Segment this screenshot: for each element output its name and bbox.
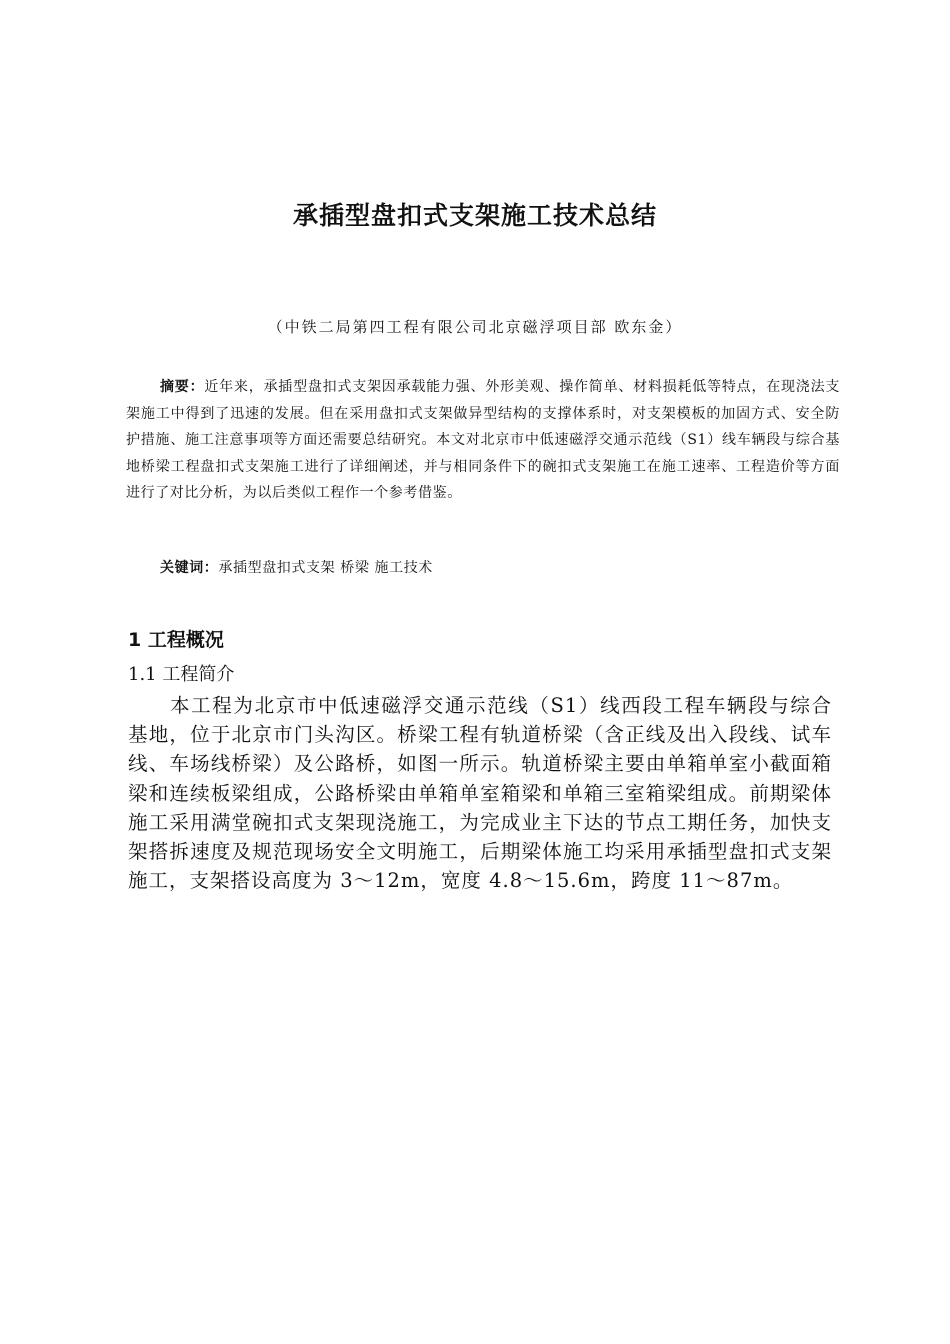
abstract-label: 摘要： [160,379,205,395]
abstract-paragraph [126,374,840,507]
keywords-label: 关键词： [160,560,219,576]
abstract-text: 近年来，承插型盘扣式支架因承载能力强、外形美观、操作简单、材料损耗低等特点，在现浇法支架施工中得到了迅速的发展。但在采用盘扣式支架做异型结构的支撑体系时，对支架模板的加固方式、安全防护措施、施工注意事项等方面还需要总结研究。本文对北京市中低速磁浮交通示范线（S1）线车辆段与综合基地桥梁工程盘扣式支架施工进行了详细阐述，并与相同条件下的碗扣式支架施工在施工速率、工程造价等方面进行了对比分析，为以后类似工程作一个参考借鉴。 [126,379,840,501]
document-title: 承插型盘扣式支架施工技术总结 [292,201,657,230]
section-body-paragraph: 本工程为北京市中低速磁浮交通示范线（S1）线西段工程车辆段与综合基地，位于北京市门头沟区。桥梁工程有轨道桥梁（含正线及出入段线、试车线、车场线桥梁）及公路桥，如图一所示。轨道桥梁主要由单箱单室小截面箱梁和连续板梁组成，公路桥梁由单箱单室箱梁和单箱三室箱梁组成。前期梁体施工采用满堂碗扣式支架现浇施工，为完成业主下达的节点工期任务，加快支架搭拆速度及规范现场安全文明施工，后期梁体施工均采用承插型盘扣式支架施工，支架搭设高度为 3～12m，宽度 4.8～15.6m，跨度 11～87m。 [128,694,832,893]
keywords-text: 承插型盘扣式支架 桥梁 施工技术 [218,560,433,576]
keywords-line [160,557,433,577]
subsection-heading-1-1: 1.1 工程简介 [128,664,235,685]
section-heading-1: 1 工程概况 [128,629,224,651]
author-line: （中铁二局第四工程有限公司北京磁浮项目部 欧东金） [267,318,683,336]
